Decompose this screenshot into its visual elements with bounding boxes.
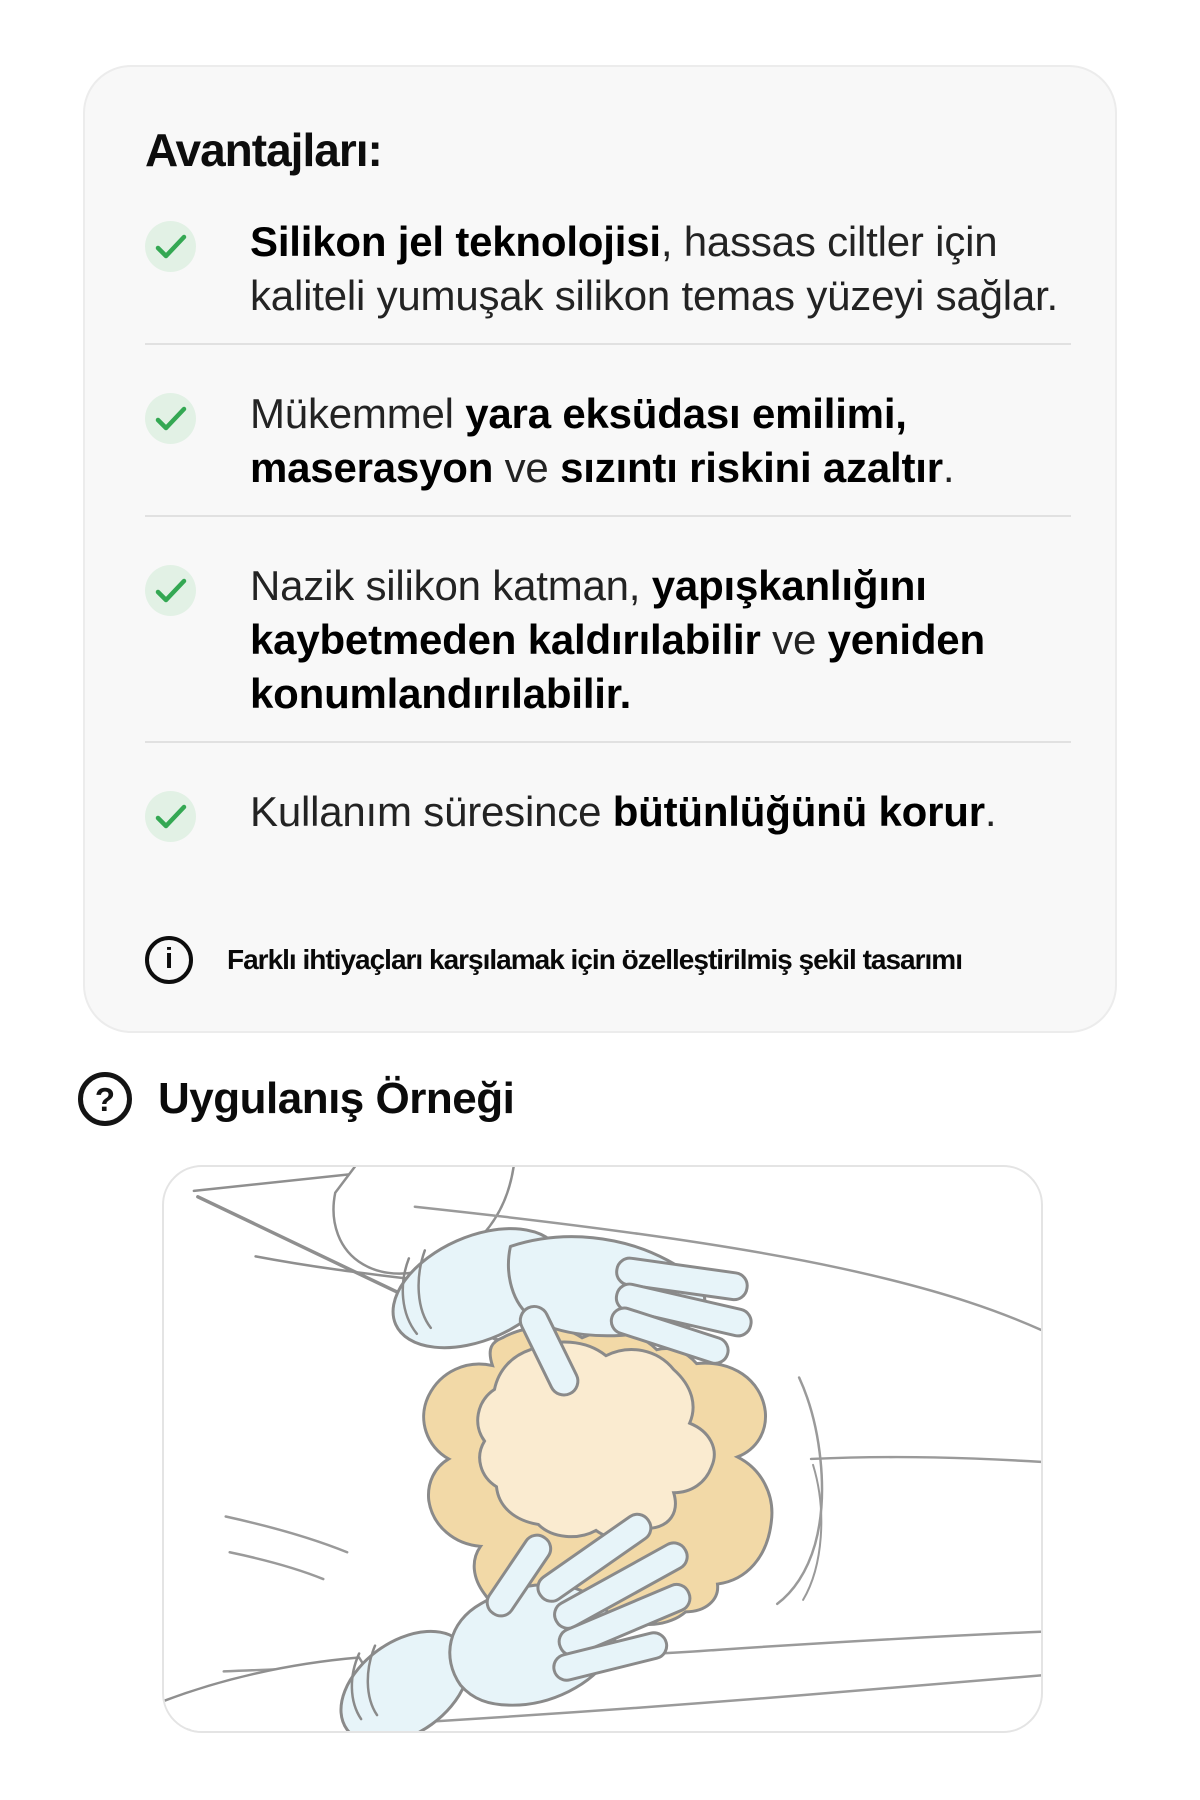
check-icon xyxy=(145,221,196,272)
advantage-item-text: Nazik silikon katman, yapışkanlığını kaybetmeden kaldırılabilir ve yeniden konumlandırılabilir. xyxy=(250,562,985,718)
check-icon xyxy=(145,791,196,842)
note-text: Farklı ihtiyaçları karşılamak için özelleştirilmiş şekil tasarımı xyxy=(227,944,962,976)
advantage-item-1 xyxy=(145,215,1071,343)
info-glyph: i xyxy=(164,942,174,975)
advantage-item-4 xyxy=(145,743,1071,862)
info-icon xyxy=(145,936,193,984)
check-icon xyxy=(145,393,196,444)
application-example-heading xyxy=(78,1072,514,1126)
question-icon xyxy=(78,1072,132,1126)
custom-shape-note xyxy=(145,936,1071,984)
advantage-item-2 xyxy=(145,345,1071,515)
advantage-item-text: Silikon jel teknolojisi, hassas ciltler için kaliteli yumuşak silikon temas yüzeyi sağlar. xyxy=(250,218,1058,320)
section-title: Uygulanış Örneği xyxy=(158,1074,515,1123)
advantages-list xyxy=(145,215,1071,862)
question-glyph: ? xyxy=(94,1080,116,1118)
check-icon xyxy=(145,565,196,616)
advantage-item-text: Mükemmel yara eksüdası emilimi, maserasyon ve sızıntı riskini azaltır. xyxy=(250,390,955,492)
advantages-card xyxy=(83,65,1117,1033)
advantage-item-3 xyxy=(145,517,1071,741)
advantage-item-text: Kullanım süresince bütünlüğünü korur. xyxy=(250,788,997,836)
application-illustration xyxy=(162,1165,1043,1733)
advantages-title: Avantajları: xyxy=(145,124,382,176)
application-illustration-svg xyxy=(164,1167,1041,1731)
